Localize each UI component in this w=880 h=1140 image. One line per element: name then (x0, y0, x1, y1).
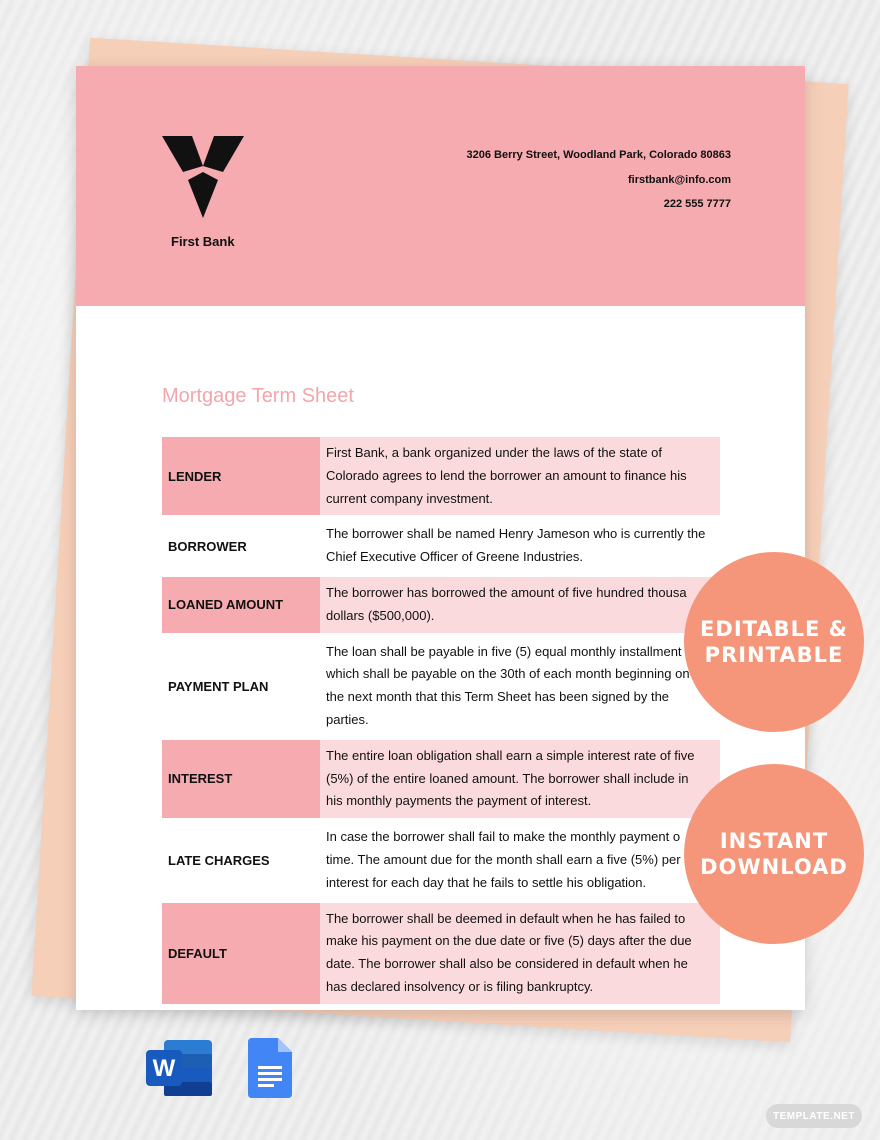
term-description-line: interest for each day that he fails to settle his obligation. (326, 874, 647, 890)
term-label: LENDER (162, 437, 320, 515)
term-row (162, 821, 720, 899)
term-description-line: time. The amount due for the month shall earn a five (5%) per (326, 851, 681, 867)
term-description-line: has declared insolvency or is filing bankruptcy. (326, 978, 594, 994)
bank-phone: 222 555 7777 (663, 198, 731, 210)
badge-text-line: INSTANT (719, 829, 829, 853)
term-label: LATE CHARGES (162, 821, 320, 899)
bank-name: First Bank (171, 234, 235, 249)
term-description-line: The borrower shall be named Henry Jameson who is currently the (326, 526, 706, 542)
term-description-line: current company investment. (326, 490, 493, 506)
term-row (162, 636, 720, 737)
term-description-line: Colorado agrees to lend the borrower an amount to finance his (326, 467, 687, 483)
letterhead-band (76, 66, 805, 306)
terms-table (162, 437, 720, 1004)
term-description-line: The borrower shall be deemed in default when he has failed to (326, 910, 686, 926)
term-label: LOANED AMOUNT (162, 577, 320, 633)
triangle-logo-icon (162, 136, 244, 218)
term-description-line: The loan shall be payable in five (5) equal monthly installment (326, 643, 682, 659)
bank-address: 3206 Berry Street, Woodland Park, Colorado 80863 (466, 149, 731, 161)
term-row (162, 903, 720, 1004)
contact-block (466, 143, 731, 217)
term-description (320, 903, 720, 1004)
term-description-line: (5%) of the entire loaned amount. The borrower shall include in (326, 770, 689, 786)
document-title: Mortgage Term Sheet (162, 385, 354, 407)
term-row (162, 518, 720, 574)
term-description-line: dollars ($500,000). (326, 607, 435, 623)
svg-text:W: W (152, 1055, 176, 1082)
term-description-line: the next month that this Term Sheet has been signed by the (326, 689, 670, 705)
term-label: BORROWER (162, 518, 320, 574)
term-description-line: First Bank, a bank organized under the laws of the state of (326, 445, 663, 460)
term-row (162, 577, 720, 633)
badge-text-line: PRINTABLE (704, 643, 844, 667)
term-label: PAYMENT PLAN (162, 636, 320, 737)
term-label: INTEREST (162, 740, 320, 818)
term-description-line: parties. (326, 711, 369, 727)
instant-download-badge (684, 764, 864, 944)
term-description (320, 821, 720, 899)
term-description-line: his monthly payments the payment of interest. (326, 793, 592, 809)
template-watermark: TEMPLATE.NET (766, 1104, 862, 1128)
editable-printable-badge (684, 552, 864, 732)
word-icon (146, 1038, 214, 1098)
term-label: DEFAULT (162, 903, 320, 1004)
term-description (320, 577, 720, 633)
term-description-line: Chief Executive Officer of Greene Industries. (326, 549, 583, 565)
term-description-line: which shall be payable on the 30th of each month beginning on (326, 666, 690, 682)
term-description-line: In case the borrower shall fail to make the monthly payment o (326, 829, 681, 845)
term-row (162, 740, 720, 818)
term-description-line: The entire loan obligation shall earn a simple interest rate of five (326, 747, 695, 763)
term-description-line: make his payment on the due date or five (5) days after the due (326, 933, 692, 949)
badge-text-line: EDITABLE & (700, 617, 848, 641)
term-description (320, 636, 720, 737)
term-description (320, 740, 720, 818)
term-description (320, 518, 720, 574)
term-description-line: The borrower has borrowed the amount of five hundred thousa (326, 584, 687, 600)
term-description (320, 437, 720, 515)
bank-email: firstbank@info.com (627, 173, 731, 186)
badge-text-line: DOWNLOAD (700, 855, 848, 879)
term-row (162, 437, 720, 515)
google-docs-icon (248, 1038, 292, 1098)
term-description-line: date. The borrower shall also be considered in default when he (326, 956, 688, 972)
